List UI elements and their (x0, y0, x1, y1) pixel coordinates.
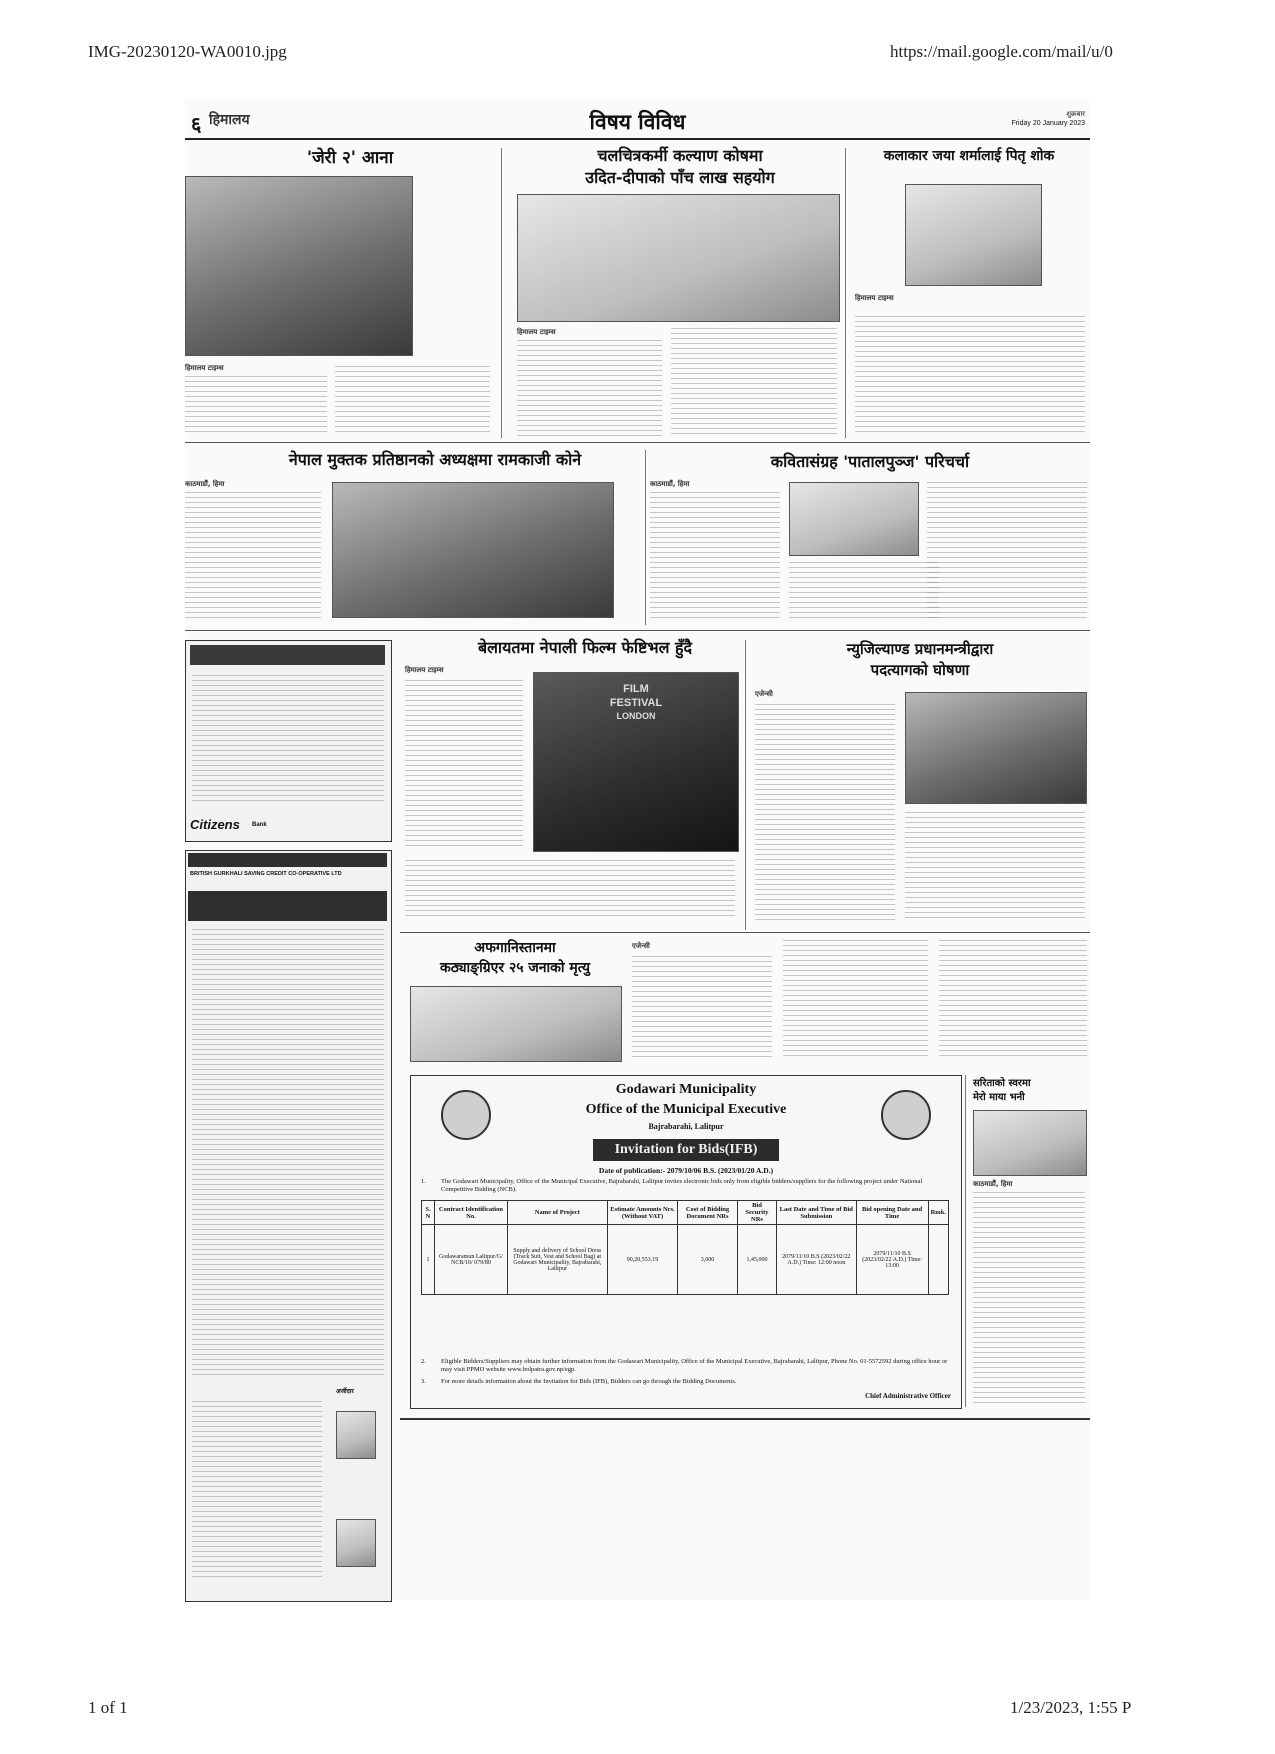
column-rule (501, 148, 502, 438)
newspaper-page (185, 100, 1090, 1600)
ad-bg-top-bar (188, 853, 387, 867)
byline-ramkaji: काठमाडौं, हिमा (185, 480, 225, 488)
headline-filmmaker-2: उदित-दीपाको पाँच लाख सहयोग (585, 168, 775, 187)
headline-filmmaker-1: चलचित्रकर्मी कल्याण कोषमा (597, 146, 763, 165)
body-jaya-sharma (855, 316, 1085, 436)
ad-bg-org-name: BRITISH GURKHALI SAVING CREDIT CO-OPERATIVE LTD (190, 871, 342, 877)
ifb-header-opening-date: Bid opening Date and Time (856, 1201, 928, 1225)
ad-bg-notice-bar (188, 891, 387, 921)
ifb-note-number-2: 2. (421, 1358, 426, 1365)
ifb-intro: The Godawari Municipality, Office of the Municipal Executive, Bajrabarahi, Lalitpur invites electronic bids only from eligible bidders/suppliers for the following project under National Competitive Bidding (NCB). (441, 1178, 923, 1194)
photo-actress (185, 176, 413, 356)
ifb-cell-project: Supply and delivery of School Dress (Track Suit, Vest and School Bag) at Godawari Municipality, Bajrabarahi, Lalitpur (507, 1225, 607, 1295)
print-page-count: 1 of 1 (88, 1698, 128, 1717)
row-rule (185, 442, 1090, 443)
photo-afghanistan (410, 986, 622, 1062)
body-nz-pm-b (905, 812, 1085, 922)
byline-filmmaker: हिमालय टाइम्स (517, 328, 556, 336)
body-filmmaker-b (671, 328, 837, 438)
ifb-header-contract-id: Contract Identification No. (435, 1201, 508, 1225)
ad-title-office: Office of the Municipal Executive (585, 1102, 787, 1117)
byline-patalpunja: काठमाडौं, हिमा (650, 480, 690, 488)
ifb-header-bid-security: Bid Security NRs (737, 1201, 776, 1225)
ad-bg-body (192, 929, 384, 1379)
ad-location: Bajrabarahi, Lalitpur (648, 1122, 724, 1131)
citizens-logo-text: Citizens (190, 817, 240, 832)
candidate-photo-1 (336, 1411, 376, 1459)
print-file-name: IMG-20230120-WA0010.jpg (88, 42, 287, 61)
body-afghanistan-a (632, 956, 772, 1060)
poster-title-2: FESTIVAL (609, 697, 663, 709)
photo-poetry-event (789, 482, 919, 556)
candidate-photo-2 (336, 1519, 376, 1567)
ifb-header-doc-cost: Cost of Bidding Document NRs (678, 1201, 738, 1225)
byline-nz-pm: एजेन्सी (755, 690, 773, 698)
ad-citizens-bank (185, 640, 392, 842)
ifb-table-header-row (422, 1201, 949, 1225)
ifb-cell-doc-cost: 3,000 (678, 1225, 738, 1295)
body-patalpunja-b (789, 562, 939, 622)
ifb-header-sn: S. N (422, 1201, 435, 1225)
ad-bg-column-label: अर्जीदार (336, 1388, 354, 1395)
headline-nz-pm-1: न्युजिल्याण्ड प्रधानमन्त्रीद्वारा (846, 640, 994, 658)
ifb-header-project: Name of Project (507, 1201, 607, 1225)
byline-right-column: काठमाडौं, हिमा (973, 1180, 1013, 1188)
row-rule (185, 630, 1090, 631)
row-rule (400, 932, 1090, 933)
ifb-cell-estimate: 90,20,553.19 (607, 1225, 677, 1295)
byline-jerry2: हिमालय टाइम्स (185, 364, 224, 372)
ad-british-gurkhali (185, 850, 392, 1602)
body-jerry2-a (185, 376, 327, 434)
body-afghanistan-b (783, 940, 928, 1060)
section-title: विषय विविध (589, 110, 686, 134)
print-url: https://mail.google.com/mail/u/0 (890, 42, 1113, 61)
headline-right-column-1: सरिताको स्वरमा (973, 1078, 1031, 1089)
headline-afghanistan-2: कठ्याङ्ग्रिएर २५ जनाको मृत्यु (440, 960, 590, 976)
ifb-title-banner: Invitation for Bids(IFB) (593, 1139, 779, 1161)
date-line-np: शुक्रबार (1066, 110, 1085, 118)
column-rule (845, 148, 846, 438)
ifb-note-3: For more details information about the Invitation for Bids (IFB), Bidders can go through the Bidding Documents. (441, 1378, 737, 1385)
ifb-note-2: Eligible Bidders/Suppliers may obtain further information from the Godawari Municipality, Office of the Municipal Executive, Bajrabarahi, Lalitpur, Phone No. 01-5572592 during office hour or may visit PPMO website www.bolpatra.gov.np/egp. (441, 1358, 948, 1374)
body-uk-festival-a (405, 680, 523, 850)
headline-ramkaji: नेपाल मुक्तक प्रतिष्ठानको अध्यक्षमा रामकाजी कोने (288, 450, 582, 469)
ifb-publication-date: Date of publication:- 2079/10/06 B.S. (2023/01/20 A.D.) (598, 1166, 774, 1175)
citizens-logo-suffix: Bank (252, 822, 267, 828)
body-filmmaker-a (517, 340, 662, 438)
ifb-cell-contract-id: Godawaramun Lalitpur/G/ NCB/10/ 079/80 (435, 1225, 508, 1295)
ifb-header-remark: Rmk. (928, 1201, 948, 1225)
ifb-note-number-1: 1. (421, 1178, 426, 1185)
ad-godawari-municipality (410, 1075, 962, 1409)
ifb-signature: Chief Administrative Officer (865, 1392, 951, 1400)
ad-citizens-body (192, 675, 384, 805)
page-number: ६ (191, 112, 202, 136)
byline-jaya-sharma: हिमालय टाइम्स (855, 294, 894, 302)
print-timestamp: 1/23/2023, 1:55 P (1010, 1698, 1132, 1717)
ad-bg-list (192, 1401, 322, 1581)
ad-citizens-title-bar (190, 645, 385, 665)
ifb-cell-remark (928, 1225, 948, 1295)
headline-uk-festival: बेलायतमा नेपाली फिल्म फेष्टिभल हुँदै (477, 638, 693, 657)
festival-poster (533, 672, 739, 852)
masthead-rule (185, 138, 1090, 140)
poster-title-1: FILM (623, 683, 649, 695)
table-row (422, 1225, 949, 1295)
date-line-en: Friday 20 January 2023 (1011, 120, 1085, 127)
ifb-cell-opening-date: 2079/11/10 B.S (2023/02/22 A.D.) Time: 13:00 (856, 1225, 928, 1295)
ifb-note-number-3: 3. (421, 1378, 426, 1385)
body-nz-pm-a (755, 704, 895, 924)
poster-title-3: LONDON (616, 711, 656, 721)
body-afghanistan-c (939, 940, 1087, 1060)
headline-right-column-2: मेरो माया भनी (973, 1092, 1025, 1103)
body-right-column (973, 1192, 1085, 1404)
headline-afghanistan-1: अफगानिस्तानमा (474, 940, 556, 956)
byline-afghanistan: एजेन्सी (632, 942, 650, 950)
ifb-cell-sn: 1 (422, 1225, 435, 1295)
photo-donation-group (517, 194, 840, 322)
ifb-cell-bid-security: 1,45,000 (737, 1225, 776, 1295)
photo-portrait-man (905, 184, 1042, 286)
ifb-header-last-date: Last Date and Time of Bid Submission (777, 1201, 856, 1225)
bottom-rule (400, 1418, 1090, 1420)
body-jerry2-b (335, 366, 490, 436)
body-patalpunja-a (650, 492, 780, 622)
masthead-logo: हिमालय (209, 112, 250, 128)
headline-jerry2: 'जेरी २' आना (306, 148, 394, 168)
column-rule (745, 640, 746, 930)
body-uk-festival-b (405, 860, 735, 920)
byline-uk-festival: हिमालय टाइम्स (405, 666, 444, 674)
photo-nz-pm (905, 692, 1087, 804)
column-rule (645, 450, 646, 625)
ifb-header-estimate: Estimate Amounts Nrs. (Without VAT) (607, 1201, 677, 1225)
headline-jaya-sharma: कलाकार जया शर्मालाई पितृ शोक (883, 148, 1055, 164)
column-rule (965, 1075, 966, 1407)
ifb-bid-table (421, 1200, 949, 1295)
body-ramkaji (185, 492, 321, 622)
ad-title-municipality: Godawari Municipality (615, 1082, 757, 1097)
headline-nz-pm-2: पदत्यागको घोषणा (870, 661, 970, 679)
ifb-cell-last-date: 2079/11/10 B.S (2023/02/22 A.D.) Time: 12:00 noon (777, 1225, 856, 1295)
photo-meeting (332, 482, 614, 618)
photo-singer (973, 1110, 1087, 1176)
body-patalpunja-c (927, 482, 1087, 622)
headline-patalpunja: कवितासंग्रह 'पातालपुञ्ज' परिचर्चा (770, 452, 970, 471)
